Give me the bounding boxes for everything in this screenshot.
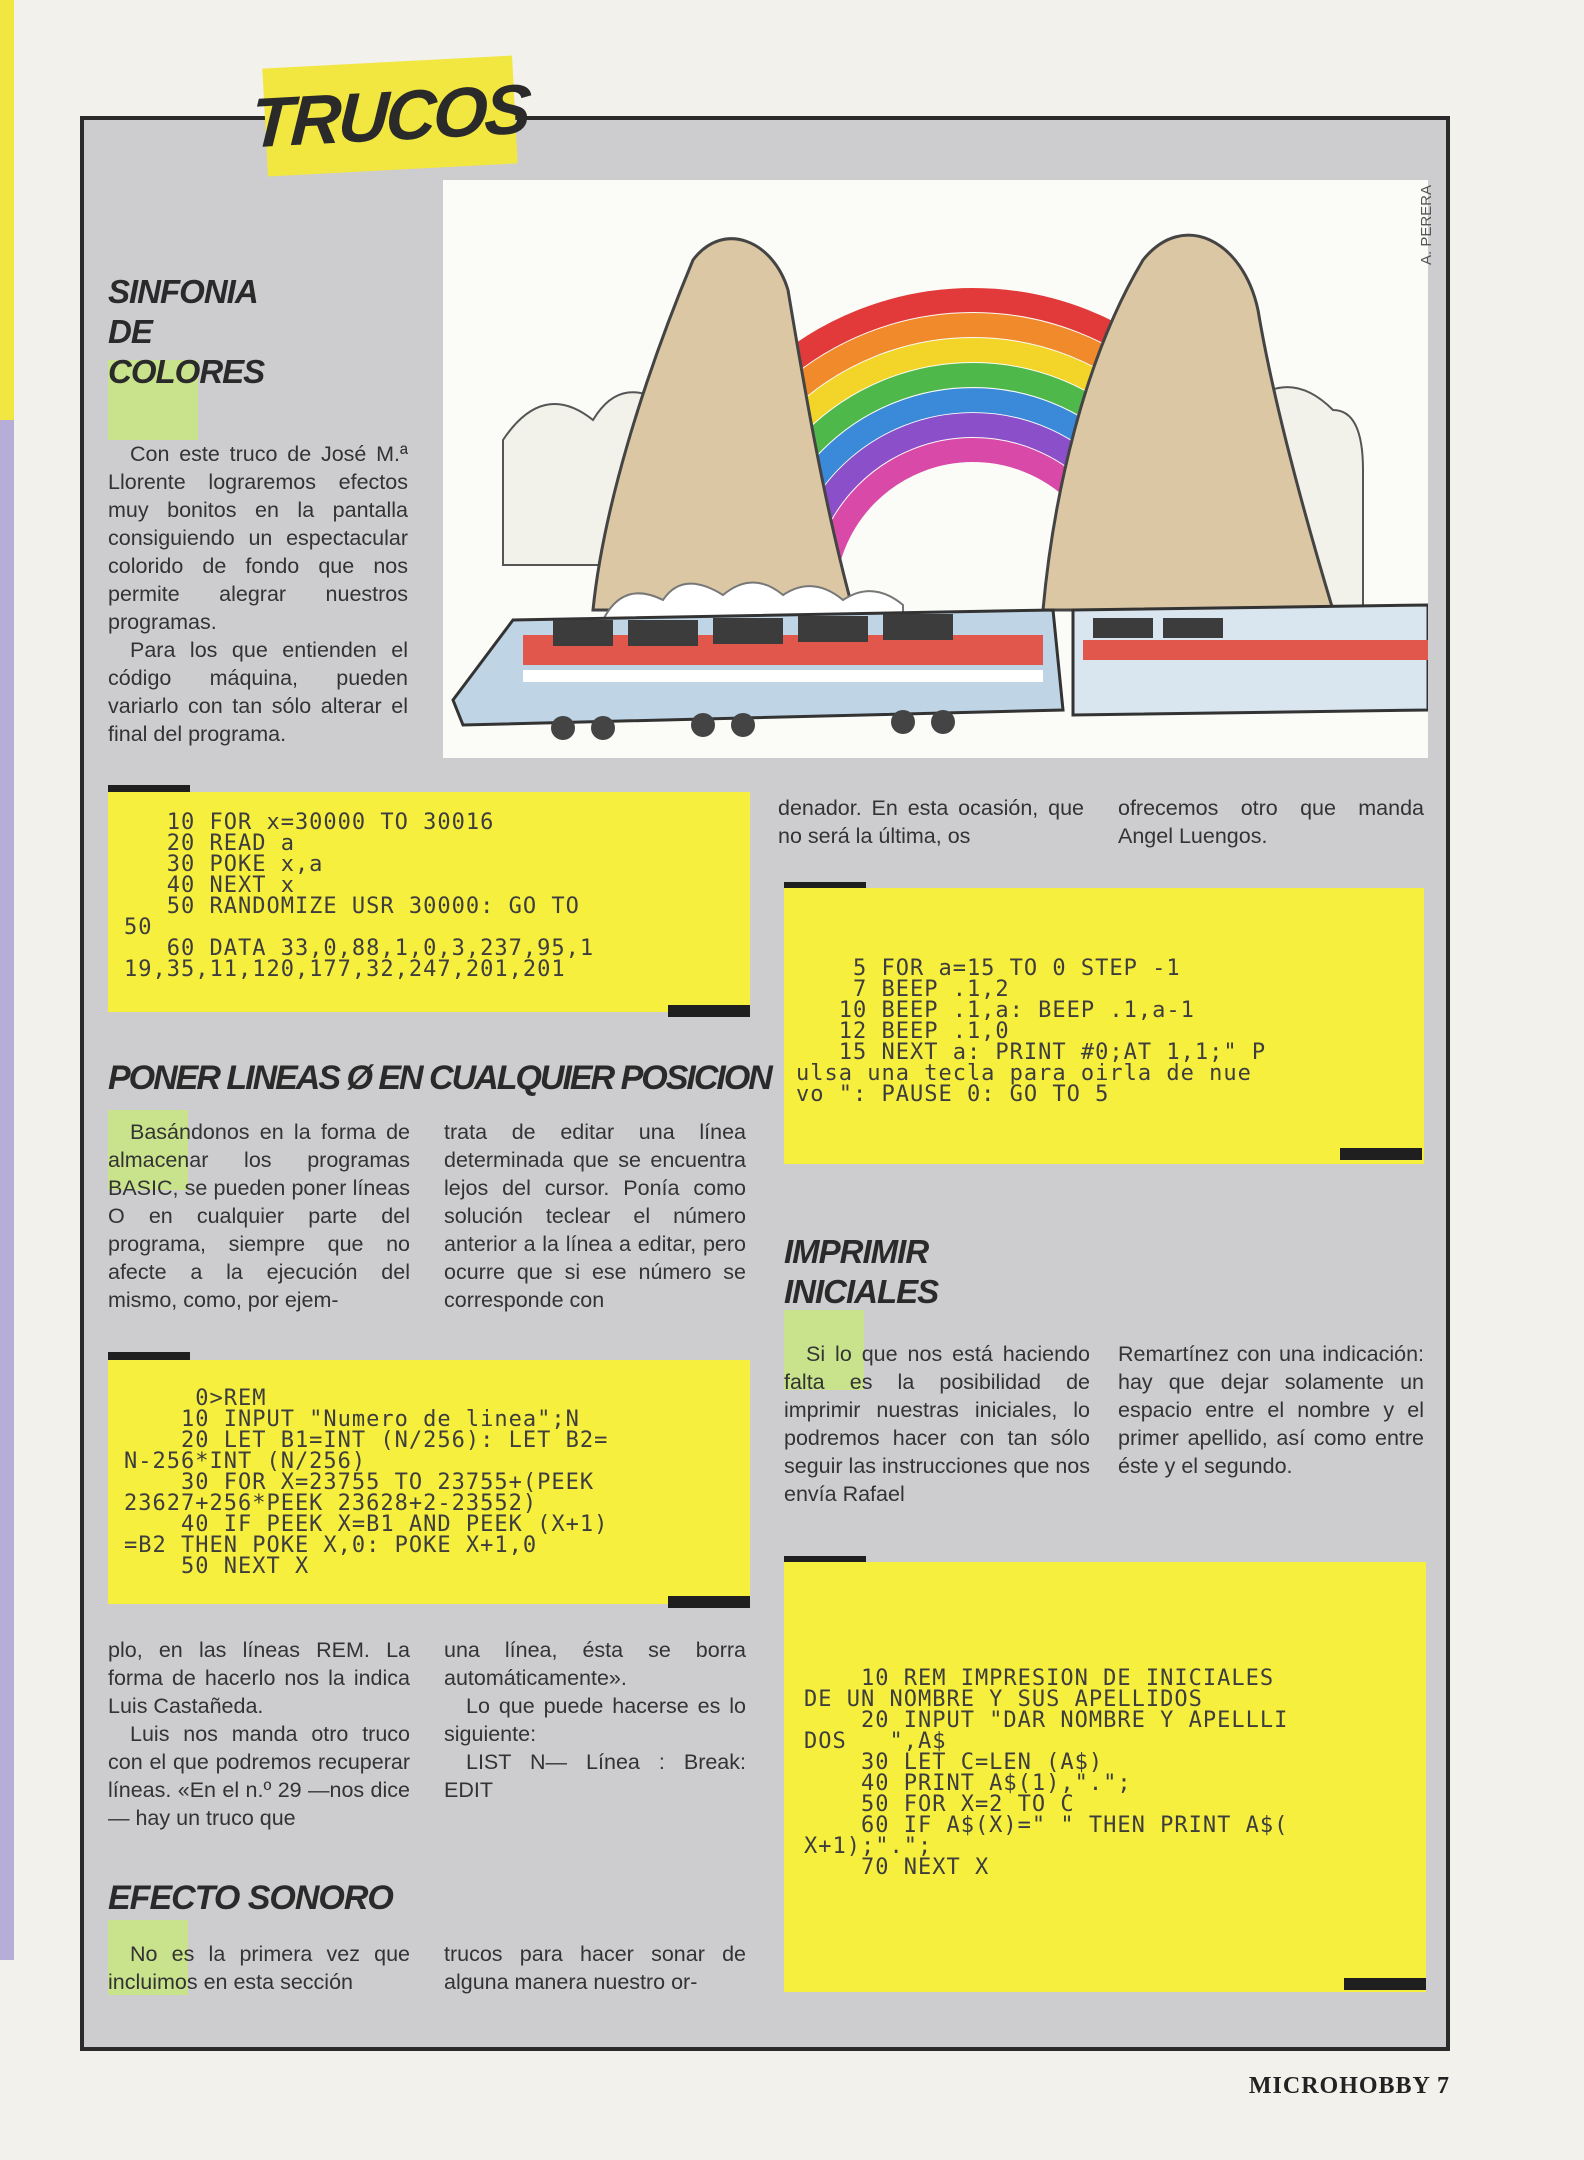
poner-col1 [108, 1118, 410, 1314]
paragraph: Basándonos en la forma de almacenar los programas BASIC, se pueden poner líneas O en cualquier parte del programa, siempre que no afecte a la ejecución del mismo, como, por ejem- [108, 1120, 410, 1312]
edge-color-strip-lilac [0, 420, 14, 1960]
poner-after-col2 [444, 1636, 746, 1804]
paragraph: plo, en las líneas REM. La forma de hacerlo nos la indica Luis Castañeda. [108, 1638, 410, 1718]
efecto-title: EFECTO SONORO [108, 1879, 393, 1917]
code-box-bar [1344, 1978, 1426, 1990]
efecto-col2 [444, 1940, 746, 1996]
title-line: INICIALES [784, 1273, 939, 1310]
sinfonia-code-box [108, 792, 750, 1012]
imprimir-col1 [784, 1340, 1090, 1508]
paragraph: denador. En esta ocasión, que no será la última, os [778, 796, 1084, 848]
imprimir-code: 10 REM IMPRESION DE INICIALES DE UN NOMBRE Y SUS APELLIDOS 20 INPUT "DAR NOMBRE Y APELLLI DOS ",A$ 30 LET C=LEN (A$) 40 PRINT A$(1),"."; 50 FOR X=2 TO C 60 IF A$(X)=" " THEN PRINT A$( X+1);"."; 70 NEXT X [804, 1666, 1289, 1880]
page-number: 7 [1437, 2073, 1450, 2099]
illustration-credit: A. PERERA [1418, 184, 1435, 266]
code-box-bar [668, 1005, 750, 1017]
title-line: SINFONIA [108, 273, 258, 310]
efecto-code: 5 FOR a=15 TO 0 STEP -1 7 BEEP .1,2 10 BEEP .1,a: BEEP .1,a-1 12 BEEP .1,0 15 NEXT a: PRINT #0;AT 1,1;" P ulsa una tecla para oirla de nue vo ": PAUSE 0: GO TO 5 [796, 956, 1267, 1107]
rainbow-train-illustration [443, 180, 1428, 758]
poner-code: 0>REM 10 INPUT "Numero de linea";N 20 LET B1=INT (N/256): LET B2= N-256*INT (N/256) 30 FOR X=23755 TO 23755+(PEEK 23627+256*PEEK 23628+2-23552) 40 IF PEEK X=B1 AND PEEK (X+1) =B2 THEN POKE X,0: POKE X+1,0 50 NEXT X [124, 1386, 609, 1579]
imprimir-col2 [1118, 1340, 1424, 1480]
sinfonia-code: 10 FOR x=30000 TO 30016 20 READ a 30 POKE x,a 40 NEXT x 50 RANDOMIZE USR 30000: GO TO 50 60 DATA 33,0,88,1,0,3,237,95,1 19,35,11,120,177,32,247,201,201 [124, 810, 595, 982]
paragraph: trucos para hacer sonar de alguna manera nuestro or- [444, 1942, 746, 1994]
efecto-code-box [784, 888, 1424, 1164]
magazine-name: MICROHOBBY [1248, 2073, 1430, 2099]
paragraph: Con este truco de José M.ª Llorente lograremos efectos muy bonitos en la pantalla consiguiendo un espectacular colorido de fondo que nos permite alegrar nuestros programas. [108, 442, 408, 634]
paragraph: LIST N— Línea : Break: EDIT [444, 1750, 746, 1802]
edge-color-strip-yellow [0, 0, 14, 420]
efecto-right-col2 [1118, 794, 1424, 850]
imprimir-code-box [784, 1562, 1426, 1992]
title-line: DE [108, 313, 152, 350]
paragraph: Luis nos manda otro truco con el que podremos recuperar líneas. «En el n.º 29 —nos dice— hay un truco que [108, 1722, 410, 1830]
poner-code-box [108, 1360, 750, 1604]
sinfonia-body [108, 440, 408, 748]
efecto-right-col1 [778, 794, 1084, 850]
paragraph: trata de editar una línea determinada que se encuentra lejos del cursor. Ponía como solución teclear el número anterior a la línea a editar, pero ocurre que si ese número se corresponde con [444, 1120, 746, 1312]
paragraph: una línea, ésta se borra automáticamente». [444, 1638, 746, 1690]
paragraph: Si lo que nos está haciendo falta es la posibilidad de imprimir nuestras iniciales, lo podremos hacer con tan sólo seguir las instrucciones que nos envía Rafael [784, 1342, 1090, 1506]
paragraph: Lo que puede hacerse es lo siguiente: [444, 1694, 746, 1746]
imprimir-title [784, 1232, 938, 1312]
sinfonia-title [108, 272, 264, 392]
section-banner [249, 56, 531, 177]
paragraph: Para los que entienden el código máquina, pueden variarlo con tan sólo alterar el final del programa. [108, 638, 408, 746]
illustration-svg [443, 180, 1428, 758]
efecto-col1 [108, 1940, 410, 1996]
paragraph: No es la primera vez que incluimos en esta sección [108, 1942, 410, 1994]
code-box-bar [668, 1596, 750, 1608]
title-line: IMPRIMIR [784, 1233, 929, 1270]
page-footer [1249, 2073, 1450, 2100]
poner-col2 [444, 1118, 746, 1314]
poner-title: PONER LINEAS Ø EN CUALQUIER POSICION [108, 1059, 771, 1097]
poner-after-col1 [108, 1636, 410, 1832]
section-banner-text: TRUCOS [249, 69, 531, 163]
title-line: COLORES [108, 353, 265, 390]
paragraph: ofrecemos otro que manda Angel Luengos. [1118, 796, 1424, 848]
paragraph: Remartínez con una indicación: hay que dejar solamente un espacio entre el nombre y el primer apellido, así como entre éste y el segundo. [1118, 1342, 1424, 1478]
code-box-bar [1340, 1148, 1422, 1160]
